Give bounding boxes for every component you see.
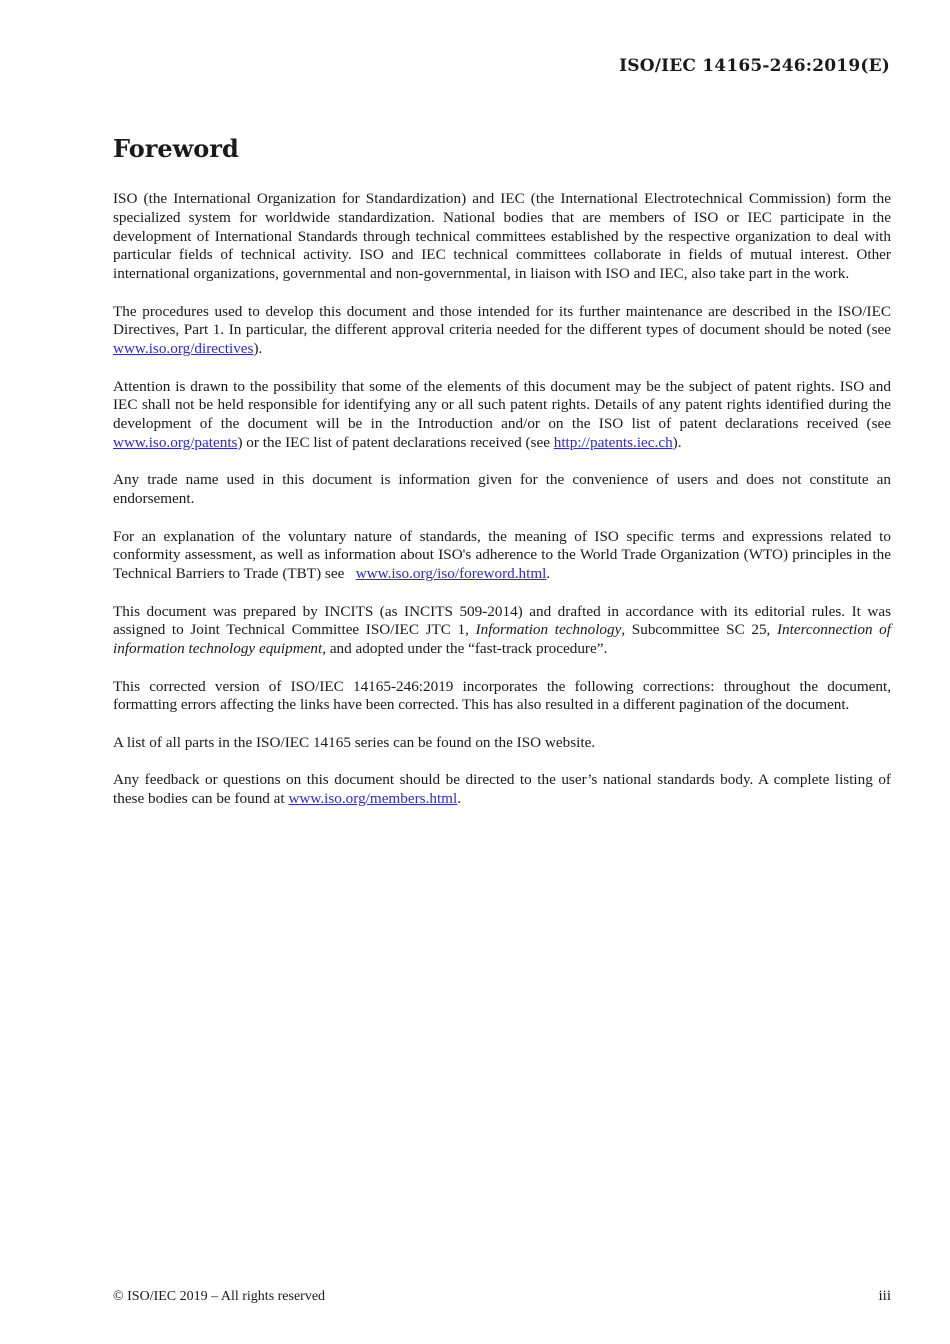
foreword-body (113, 190, 891, 827)
paragraph-text: Attention is drawn to the possibility that some of the elements of this document may be the subject of patent rights. ISO and IEC shall not be held responsible for identifying any or all such patent rights. Details of any patent rights identified during the development of the document will be in the Introduction and/or on the ISO list of patent declarations received (see (113, 377, 891, 433)
paragraph-parts-list (113, 734, 891, 753)
directives-link[interactable]: www.iso.org/directives (113, 340, 254, 358)
paragraph-text: ). (253, 340, 263, 358)
footer-copyright: © ISO/IEC 2019 – All rights reserved (113, 1289, 326, 1304)
paragraph-text: ) or the IEC list of patent declarations received (see (237, 433, 554, 451)
paragraph-text: Any feedback or questions on this document should be directed to the user’s national standards body. A complete listing of these bodies can be found at (113, 771, 891, 807)
paragraph-trade-name (113, 471, 891, 509)
paragraph-italic: Interconnection of information technology equipment (113, 621, 891, 658)
iso-patents-link[interactable]: www.iso.org/patents (113, 433, 238, 451)
page-number: iii (878, 1288, 891, 1304)
paragraph-text: This document was prepared by INCITS (as INCITS 509-2014) and drafted in accordance with its editorial rules. It was assigned to Joint Technical Committee ISO/IEC JTC 1, (113, 602, 891, 639)
paragraph-organizations (113, 190, 891, 284)
paragraph-procedures (113, 303, 891, 359)
paragraph-text: The procedures used to develop this document and those intended for its further maintenance are described in the ISO/IEC Directives, Part 1. In particular, the different approval criteria needed for the different types of document should be noted (see (113, 302, 891, 339)
paragraph-text: . (546, 565, 551, 583)
paragraph-corrected-version (113, 678, 891, 716)
paragraph-text: . (457, 789, 461, 807)
page-title: Foreword (113, 134, 239, 163)
paragraph-text: Any trade name used in this document is information given for the convenience of users and does not constitute an endorsement. (113, 471, 891, 508)
paragraph-text: , and adopted under the “fast-track procedure”. (322, 640, 608, 658)
paragraph-text: For an explanation of the voluntary nature of standards, the meaning of ISO specific terms and expressions related to conformity assessment, as well as information about ISO's adherence to the World Trade Organization (WTO) principles in the Technical Barriers to Trade (TBT) see (113, 527, 891, 583)
iec-patents-link[interactable]: http://patents.iec.ch (553, 433, 673, 451)
paragraph-text: , Subcommittee SC 25, (621, 621, 777, 639)
document-code: ISO/IEC 14165-246:2019(E) (619, 56, 890, 76)
paragraph-text: This corrected version of ISO/IEC 14165-246:2019 incorporates the following corrections: throughout the document, formatting errors affecting the links have been corrected. This has also resulted in a different pagination of the document. (113, 677, 891, 714)
members-link[interactable]: www.iso.org/members.html (288, 789, 458, 807)
paragraph-text: ISO (the International Organization for Standardization) and IEC (the International Electrotechnical Commission) form the specialized system for worldwide standardization. National bodies that are members of ISO or IEC participate in the development of International Standards through technical committees established by the respective organization to deal with particular fields of technical activity. ISO and IEC technical committees collaborate in fields of mutual interest. Other international organizations, governmental and non-governmental, in liaison with ISO and IEC, also take part in the work. (113, 190, 891, 283)
paragraph-prepared-by (113, 603, 891, 659)
paragraph-text: ). (672, 433, 682, 451)
foreword-link[interactable]: www.iso.org/iso/foreword.html (355, 565, 547, 583)
paragraph-italic: Information technology (475, 621, 622, 639)
paragraph-patents (113, 378, 891, 453)
paragraph-text: A list of all parts in the ISO/IEC 14165 series can be found on the ISO website. (113, 733, 596, 751)
paragraph-feedback (113, 771, 891, 809)
paragraph-voluntary-nature (113, 528, 891, 584)
